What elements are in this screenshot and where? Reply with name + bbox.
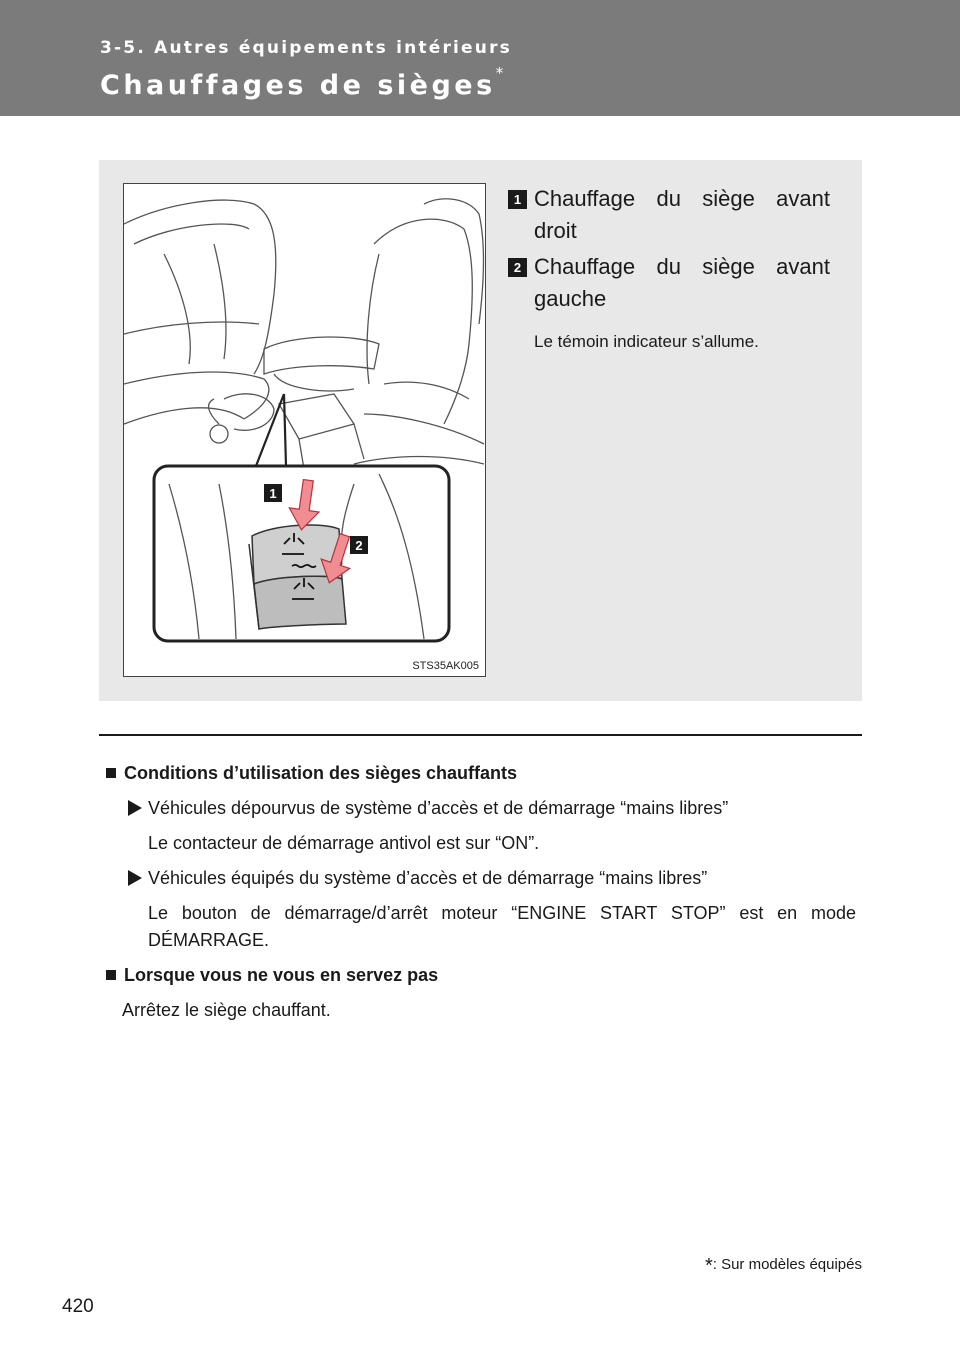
seat-heater-illustration (123, 183, 486, 677)
footnote (705, 1252, 862, 1275)
page-title-text: Chauffages de sièges (100, 70, 496, 101)
figure-legend (508, 183, 830, 353)
square-bullet-icon (106, 970, 116, 980)
callout-2: 2 (355, 538, 363, 553)
footnote-text: : Sur modèles équipés (712, 1256, 862, 1273)
case1-label: Véhicules dépourvus de système d’accès et de démarrage “mains libres” (148, 798, 729, 818)
footnote-asterisk: * (704, 1255, 713, 1277)
page-header (0, 0, 960, 116)
section-label: 3-5. Autres équipements intérieurs (100, 38, 512, 58)
legend-number-1: 1 (508, 190, 527, 209)
case2-text: Le bouton de démarrage/d’arrêt moteur “ENGINE START STOP” est en mode DÉMARRAGE. (148, 903, 856, 950)
title-asterisk: * (495, 64, 504, 82)
legend-note: Le témoin indicateur s’allume. (534, 332, 759, 351)
legend-item-2 (508, 251, 830, 315)
case2-label: Véhicules équipés du système d’accès et de démarrage “mains libres” (148, 868, 708, 888)
figure-code: STS35AK005 (412, 660, 479, 672)
heading-conditions-text: Conditions d’utilisation des sièges chauffants (124, 763, 518, 783)
triangle-bullet-icon (128, 800, 142, 816)
triangle-bullet-icon (128, 870, 142, 886)
page-number: 420 (62, 1296, 94, 1317)
seat-illustration-drawing (124, 184, 487, 678)
legend-item-1 (508, 183, 830, 247)
heading-unused-text: Lorsque vous ne vous en servez pas (124, 965, 439, 985)
legend-item-1-line1: Chauffage du siège avant (534, 186, 830, 211)
heading-unused (104, 962, 856, 989)
legend-item-1-line2: droit (534, 218, 577, 243)
heading-conditions (104, 760, 856, 787)
unused-text: Arrêtez le siège chauffant. (122, 1000, 331, 1020)
legend-item-2-line2: gauche (534, 286, 607, 311)
legend-number-2: 2 (508, 258, 527, 277)
legend-item-2-line1: Chauffage du siège avant (534, 254, 830, 279)
section-divider (99, 734, 862, 736)
square-bullet-icon (106, 768, 116, 778)
callout-1: 1 (269, 486, 277, 501)
page-title (100, 64, 504, 101)
body-text (104, 760, 856, 1024)
case-with-smart-key (104, 865, 856, 892)
case1-text: Le contacteur de démarrage antivol est sur “ON”. (148, 833, 540, 853)
case-without-smart-key (104, 795, 856, 822)
